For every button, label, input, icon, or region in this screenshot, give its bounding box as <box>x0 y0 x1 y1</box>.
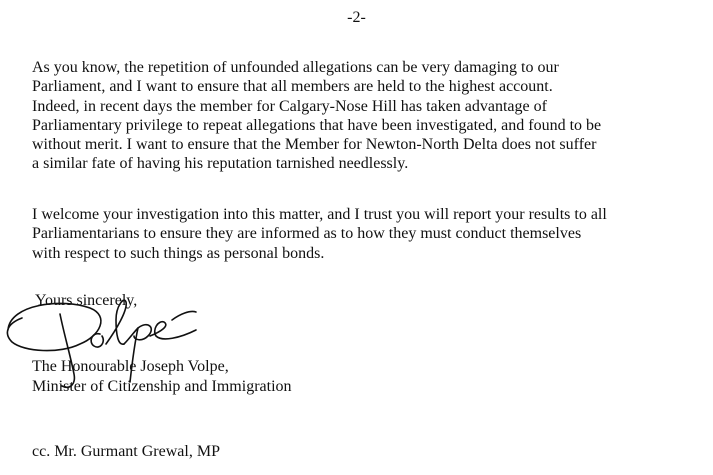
signer-name: The Honourable Joseph Volpe, <box>32 358 229 375</box>
page-number: -2- <box>347 9 366 26</box>
paragraph-investigation <box>32 205 707 263</box>
paragraph-line: without merit. I want to ensure that the Member for Newton-North Delta does not suffer <box>32 136 597 154</box>
paragraph-line: As you know, the repetition of unfounded allegations can be very damaging to our <box>32 59 559 76</box>
paragraph-line: Parliamentarians to ensure they are informed as to how they must conduct themselves <box>32 225 582 243</box>
paragraph-line: a similar fate of having his reputation tarnished needlessly. <box>32 155 409 173</box>
paragraph-line: with respect to such things as personal bonds. <box>32 244 325 262</box>
paragraph-allegations <box>32 58 707 174</box>
signature-block <box>32 357 292 396</box>
signer-title: Minister of Citizenship and Immigration <box>32 377 292 395</box>
paragraph-line: Indeed, in recent days the member for Calgary-Nose Hill has taken advantage of <box>32 97 547 115</box>
paragraph-line: Parliamentary privilege to repeat allegations that have been investigated, and found to be <box>32 116 602 134</box>
paragraph-line: I welcome your investigation into this matter, and I trust you will report your results to all <box>32 206 607 223</box>
paragraph-line: Parliament, and I want to ensure that all members are held to the highest account. <box>32 78 553 96</box>
closing-salutation: Yours sincerely, <box>35 292 138 309</box>
cc-line: cc. Mr. Gurmant Grewal, MP <box>32 443 220 460</box>
